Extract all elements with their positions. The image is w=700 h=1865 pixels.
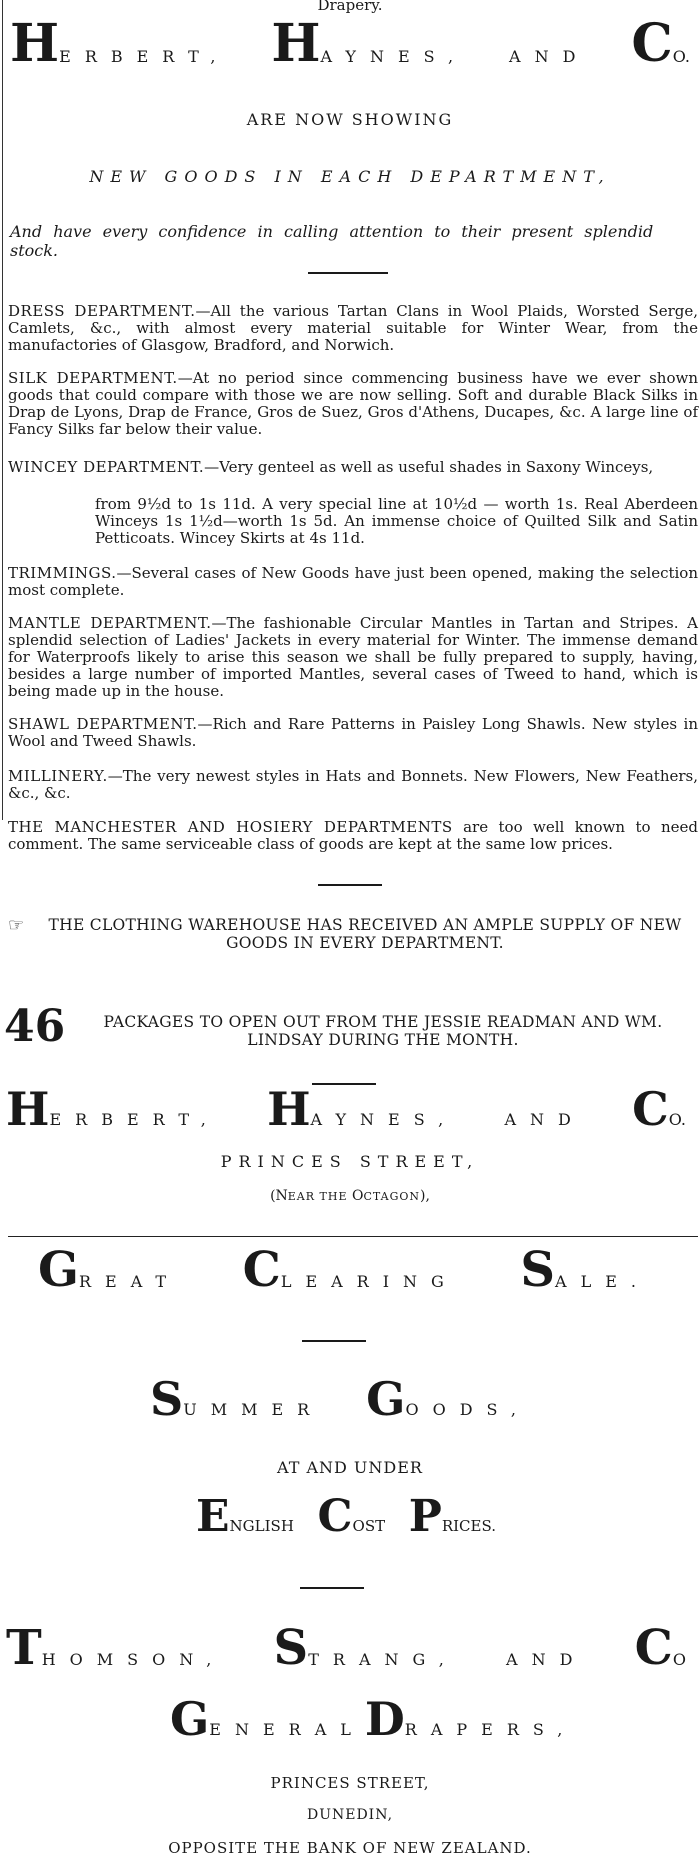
sale-heading (38, 1242, 650, 1298)
dept-name: WINCEY DEPARTMENT. (8, 458, 205, 476)
dept-name: MILLINERY. (8, 767, 108, 785)
dept-mantle (8, 615, 698, 700)
dept-text: —Rich and Rare Patterns in Paisley Long Shawls. New styles in Wool and Tweed Shawls. (8, 715, 698, 750)
dept-name: SILK DEPARTMENT. (8, 369, 178, 387)
dept-name: SHAWL DEPARTMENT. (8, 715, 198, 733)
goods-word-goods: G OODS, (366, 1372, 530, 1426)
firm-name-heading (10, 13, 690, 74)
packages-number: 46 (4, 1001, 66, 1052)
firm-word-haynes: H AYNES, (271, 13, 468, 74)
dept-wincey (8, 459, 698, 476)
sale-word-clearing: C LEARING (242, 1242, 458, 1298)
divider (300, 1587, 364, 1589)
dept-name: THE MANCHESTER AND HOSIERY DEPARTMENTS (8, 818, 453, 836)
firm-word-herbert: H ERBERT, (6, 1082, 220, 1136)
headline-now-showing: ARE NOW SHOWING (246, 110, 454, 129)
headline-new-goods: NEW GOODS IN EACH DEPARTMENT, (89, 167, 611, 186)
dept-text: are too well known to need comment. The same serviceable class of goods are kept at the same low prices. (8, 818, 699, 853)
dept-wincey-continued: from 9½d to 1s 11d. A very special line at 10½d — worth 1s. Real Aberdeen Winceys 1s 1½d—worth 1s 5d. An immense choice of Quilted Silk and Satin Petticoats. Wincey Skirts at 4s 11d. (95, 495, 698, 547)
firm-word-co: C O (634, 1620, 686, 1676)
dept-silk (8, 370, 698, 438)
thomson-street: PRINCES STREET, (270, 1774, 430, 1792)
dept-name: TRIMMINGS. (8, 564, 117, 582)
trade-word-general: G ENERAL (170, 1692, 365, 1746)
firm-word-haynes: H AYNES, (267, 1082, 458, 1136)
section-heading: Drapery. (317, 0, 383, 14)
address-note: (NEAR THE OCTAGON), (270, 1188, 430, 1204)
firm-name-footer (6, 1082, 686, 1136)
firm-word-thomson: T HOMSON, (6, 1620, 226, 1676)
address-street: PRINCES STREET, (220, 1152, 480, 1171)
dept-text: —All the various Tartan Clans in Wool Plaids, Worsted Serge, Camlets, &c., with almost every material suitable for Winter Wear, from the manufactories of Glasgow, Bradford, and Norwich. (8, 302, 699, 354)
clothing-notice: THE CLOTHING WAREHOUSE HAS RECEIVED AN AMPLE SUPPLY OF NEW GOODS IN EVERY DEPARTMENT. (48, 916, 682, 952)
prices-word-prices: P RICES. (408, 1491, 496, 1542)
prices-word-cost: C OST (317, 1491, 386, 1542)
intro-line: And have every confidence in calling attention to their present splendid stock. (10, 222, 654, 260)
divider (312, 1083, 376, 1085)
dept-millinery (8, 768, 698, 802)
dept-manchester-hosiery (8, 819, 698, 853)
firm-word-herbert: H ERBERT, (10, 13, 230, 74)
general-drapers-heading (170, 1692, 577, 1746)
packages-notice: PACKAGES TO OPEN OUT FROM THE JESSIE READMAN AND WM. LINDSAY DURING THE MONTH. (103, 1013, 663, 1049)
ad-separator (8, 1236, 698, 1237)
dept-shawl (8, 716, 698, 750)
dept-text: —At no period since commencing business have we ever shown goods that could compare with those we are now selling. Soft and durable Black Silks in Drap de Lyons, Drap de France, Gros de Suez, Gros d'Athens, Ducapes, &c. A large line of Fancy Silks far below their value. (8, 369, 698, 438)
summer-goods-heading (150, 1372, 530, 1426)
dept-trimmings (8, 565, 698, 599)
sale-word-great: G REAT (38, 1242, 181, 1298)
thomson-opposite: OPPOSITE THE BANK OF NEW ZEALAND. (168, 1839, 532, 1857)
sale-word-sale: S ALE. (520, 1242, 650, 1298)
firm-word-co: C O. (631, 13, 690, 74)
dept-name: DRESS DEPARTMENT. (8, 302, 196, 320)
dept-text: —Several cases of New Goods have just been opened, making the selection most complete. (8, 564, 698, 599)
firm-word-and: AND (509, 47, 590, 67)
thomson-firm-heading (6, 1620, 686, 1676)
english-cost-prices-heading (196, 1491, 496, 1542)
divider (318, 884, 382, 886)
divider (308, 272, 388, 274)
thomson-city: DUNEDIN, (306, 1807, 394, 1823)
dept-name: MANTLE DEPARTMENT. (8, 614, 212, 632)
firm-word-and: AND (506, 1649, 587, 1669)
firm-word-and: AND (504, 1110, 585, 1130)
firm-word-co: C O. (632, 1082, 686, 1136)
divider (302, 1340, 366, 1342)
at-and-under: AT AND UNDER (277, 1458, 423, 1477)
dept-dress (8, 303, 698, 354)
trade-word-drapers: D RAPERS, (364, 1692, 577, 1746)
prices-word-english: E NGLISH (196, 1491, 294, 1542)
dept-text: —The very newest styles in Hats and Bonnets. New Flowers, New Feathers, &c., &c. (8, 767, 698, 802)
dept-text: —The fashionable Circular Mantles in Tartan and Stripes. A splendid selection of Ladies' Jackets in every material for Winter. The immense demand for Waterproofs likely to arise this season we shall be fully prepared to supply, having, besides a large number of imported Mantles, several cases of Tweed to hand, which is being made up in the house. (8, 614, 699, 700)
pointing-hand-icon: ☞ (8, 915, 25, 936)
dept-text: —Very genteel as well as useful shades in Saxony Winceys, (204, 458, 654, 476)
firm-word-strang: S TRANG, (273, 1620, 458, 1676)
goods-word-summer: S UMMER (150, 1372, 324, 1426)
